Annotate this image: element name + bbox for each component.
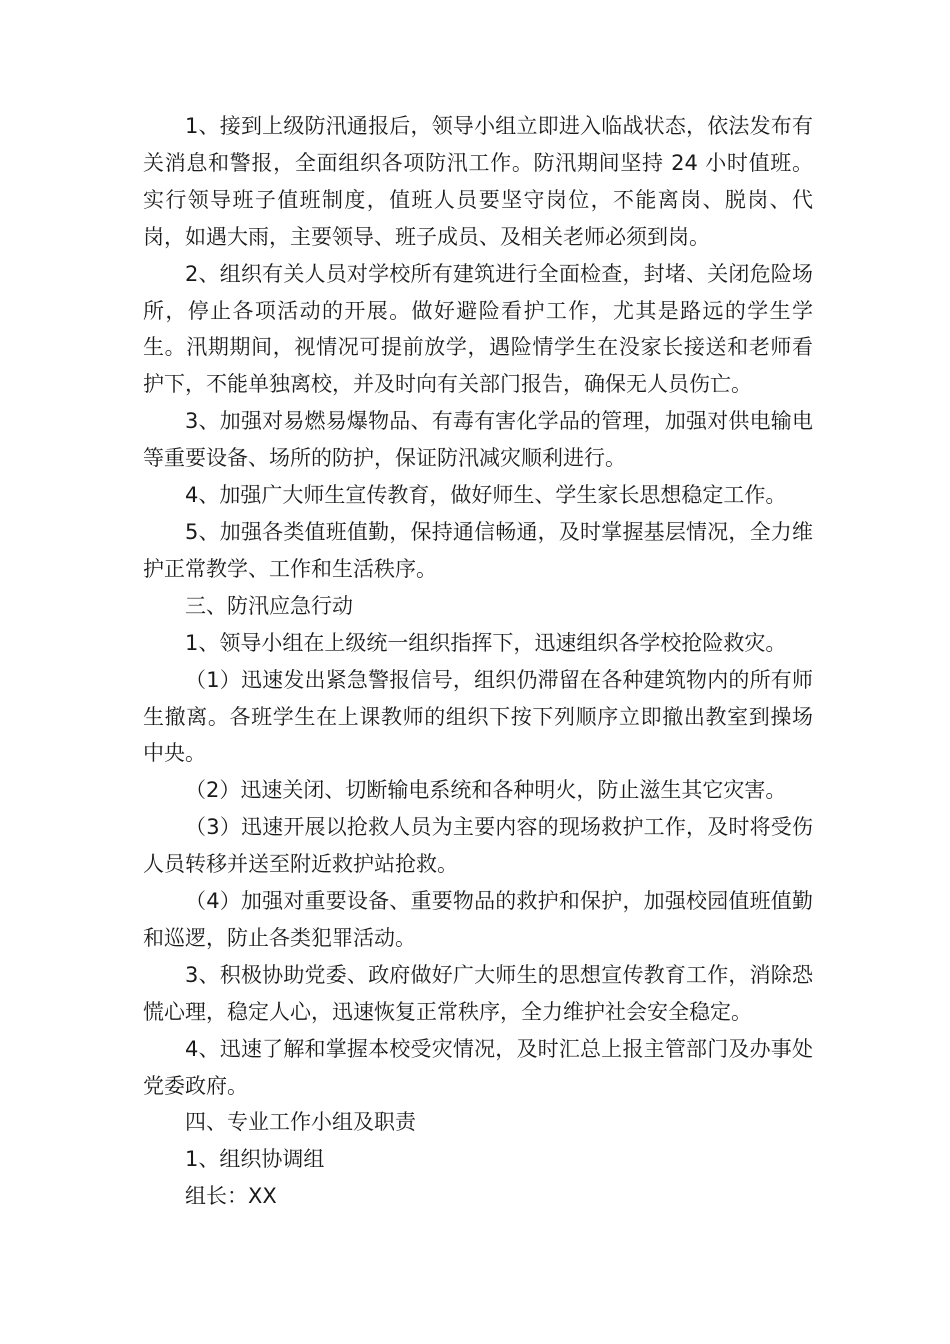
section-heading-working-groups: 四、专业工作小组及职责 (185, 1110, 416, 1135)
paragraph-field-rescue: （3）迅速开展以抢救人员为主要内容的现场救护工作，及时将受伤人员转移并送至附近救护站抢救。 (143, 815, 813, 877)
paragraph-duty-on-alert: 1、接到上级防汛通报后，领导小组立即进入临战状态，依法发布有关消息和警报，全面组织各项防汛工作。防汛期间坚持 24 小时值班。实行领导班子值班制度，值班人员要坚守岗位，不能离岗、脱岗、代岗，如遇大雨，主要领导、班子成员、及相关老师必须到岗。 (143, 114, 813, 249)
paragraph-publicity-education: 4、加强广大师生宣传教育，做好师生、学生家长思想稳定工作。 (185, 483, 787, 508)
document-body (143, 108, 813, 1215)
paragraph-equipment-protection: （4）加强对重要设备、重要物品的救护和保护，加强校园值班值勤和巡逻，防止各类犯罪活动。 (143, 889, 813, 950)
paragraph-duty-communication: 5、加强各类值班值勤，保持通信畅通，及时掌握基层情况，全力维护正常教学、工作和生活秩序。 (143, 519, 813, 581)
paragraph-hazardous-materials: 3、加强对易燃易爆物品、有毒有害化学品的管理，加强对供电输电等重要设备、场所的防护，保证防汛减灾顺利进行。 (143, 409, 813, 471)
paragraph-rescue-command: 1、领导小组在上级统一组织指挥下，迅速组织各学校抢险救灾。 (185, 630, 787, 655)
paragraph-assist-government: 3、积极协助党委、政府做好广大师生的思想宣传教育工作，消除恐慌心理，稳定人心，迅速恢复正常秩序，全力维护社会安全稳定。 (143, 962, 813, 1024)
paragraph-evacuation: （1）迅速发出紧急警报信号，组织仍滞留在各种建筑物内的所有师生撤离。各班学生在上课教师的组织下按下列顺序立即撤出教室到操场中央。 (143, 667, 813, 766)
paragraph-power-cutoff: （2）迅速关闭、切断输电系统和各种明火，防止滋生其它灾害。 (185, 778, 787, 803)
paragraph-report-damage: 4、迅速了解和掌握本校受灾情况，及时汇总上报主管部门及办事处党委政府。 (143, 1036, 813, 1098)
paragraph-building-inspection: 2、组织有关人员对学校所有建筑进行全面检查，封堵、关闭危险场所，停止各项活动的开展。做好避险看护工作，尤其是路远的学生学生。汛期期间，视情况可提前放学，遇险情学生在没家长接送和老师看护下，不能单独离校，并及时向有关部门报告，确保无人员伤亡。 (143, 261, 813, 397)
section-heading-emergency-action: 三、防汛应急行动 (185, 593, 353, 618)
subheading-coordination-group: 1、组织协调组 (185, 1147, 325, 1172)
group-leader-line: 组长：XX (185, 1184, 277, 1209)
